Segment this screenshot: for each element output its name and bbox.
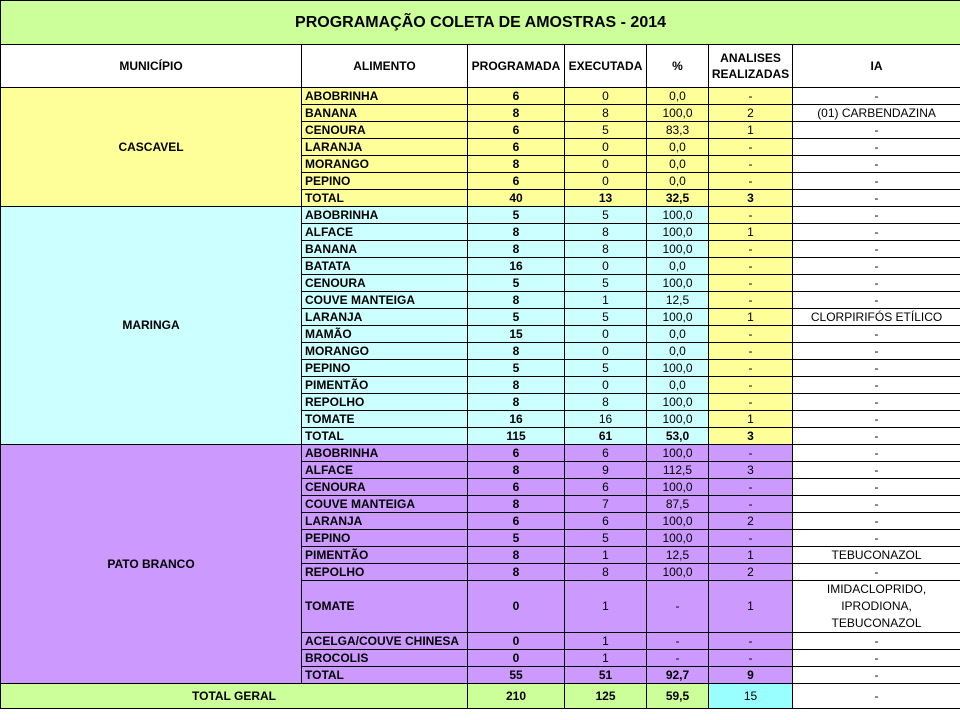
- ia-cell: -: [793, 667, 960, 684]
- ia-cell: -: [793, 88, 960, 105]
- analises-cell: -: [709, 88, 793, 105]
- table-row: [1, 445, 960, 462]
- executada-cell: 5: [565, 360, 647, 377]
- percent-cell: 0,0: [647, 377, 709, 394]
- executada-cell: 5: [565, 207, 647, 224]
- header-executada: EXECUTADA: [565, 45, 647, 88]
- executada-cell: 0: [565, 156, 647, 173]
- analises-cell: -: [709, 496, 793, 513]
- executada-cell: 8: [565, 564, 647, 581]
- table-row: [1, 207, 960, 224]
- alimento-cell: ABOBRINHA: [302, 88, 468, 105]
- alimento-cell: REPOLHO: [302, 394, 468, 411]
- analises-cell: 2: [709, 105, 793, 122]
- alimento-cell: TOMATE: [302, 581, 468, 633]
- percent-cell: 12,5: [647, 547, 709, 564]
- alimento-cell: ALFACE: [302, 462, 468, 479]
- percent-cell: 100,0: [647, 275, 709, 292]
- percent-cell: 100,0: [647, 394, 709, 411]
- header-ia: IA: [793, 45, 960, 88]
- alimento-cell: LARANJA: [302, 513, 468, 530]
- programada-cell: 8: [468, 343, 565, 360]
- ia-cell: (01) CARBENDAZINA: [793, 105, 960, 122]
- analises-cell: -: [709, 479, 793, 496]
- analises-cell: -: [709, 326, 793, 343]
- percent-cell: 0,0: [647, 139, 709, 156]
- ia-cell: -: [793, 411, 960, 428]
- percent-cell: 92,7: [647, 667, 709, 684]
- ia-cell: -: [793, 428, 960, 445]
- programada-cell: 40: [468, 190, 565, 207]
- analises-cell: 3: [709, 190, 793, 207]
- municipio-cell: CASCAVEL: [1, 88, 302, 207]
- analises-cell: -: [709, 207, 793, 224]
- alimento-cell: TOTAL: [302, 428, 468, 445]
- analises-cell: -: [709, 292, 793, 309]
- alimento-cell: LARANJA: [302, 139, 468, 156]
- analises-cell: 1: [709, 547, 793, 564]
- alimento-cell: CENOURA: [302, 122, 468, 139]
- alimento-cell: ALFACE: [302, 224, 468, 241]
- ia-cell: -: [793, 445, 960, 462]
- executada-cell: 0: [565, 343, 647, 360]
- analises-cell: -: [709, 633, 793, 650]
- percent-cell: 100,0: [647, 309, 709, 326]
- programada-cell: 0: [468, 633, 565, 650]
- ia-cell: -: [793, 650, 960, 667]
- programada-cell: 8: [468, 156, 565, 173]
- analises-cell: 1: [709, 411, 793, 428]
- executada-cell: 0: [565, 139, 647, 156]
- executada-cell: 7: [565, 496, 647, 513]
- ia-cell: -: [793, 224, 960, 241]
- ia-cell: -: [793, 190, 960, 207]
- alimento-cell: PIMENTÃO: [302, 377, 468, 394]
- percent-cell: 100,0: [647, 360, 709, 377]
- total-geral-analises: 15: [709, 684, 793, 709]
- header-analises: ANALISES REALIZADAS: [709, 45, 793, 88]
- ia-cell: TEBUCONAZOL: [793, 547, 960, 564]
- analises-cell: 2: [709, 564, 793, 581]
- alimento-cell: MORANGO: [302, 156, 468, 173]
- page-title: PROGRAMAÇÃO COLETA DE AMOSTRAS - 2014: [1, 1, 960, 45]
- ia-cell: -: [793, 292, 960, 309]
- executada-cell: 5: [565, 309, 647, 326]
- percent-cell: 100,0: [647, 105, 709, 122]
- analises-cell: 1: [709, 122, 793, 139]
- alimento-cell: MORANGO: [302, 343, 468, 360]
- executada-cell: 5: [565, 530, 647, 547]
- analises-cell: 1: [709, 224, 793, 241]
- analises-cell: 1: [709, 581, 793, 633]
- percent-cell: 100,0: [647, 445, 709, 462]
- analises-cell: -: [709, 360, 793, 377]
- header-programada: PROGRAMADA: [468, 45, 565, 88]
- executada-cell: 5: [565, 275, 647, 292]
- alimento-cell: COUVE MANTEIGA: [302, 496, 468, 513]
- percent-cell: 0,0: [647, 258, 709, 275]
- executada-cell: 1: [565, 581, 647, 633]
- alimento-cell: LARANJA: [302, 309, 468, 326]
- analises-cell: 9: [709, 667, 793, 684]
- header-percent: %: [647, 45, 709, 88]
- analises-cell: -: [709, 173, 793, 190]
- programada-cell: 0: [468, 650, 565, 667]
- executada-cell: 16: [565, 411, 647, 428]
- executada-cell: 9: [565, 462, 647, 479]
- analises-cell: -: [709, 156, 793, 173]
- ia-cell: IMIDACLOPRIDO, IPRODIONA, TEBUCONAZOL: [793, 581, 960, 633]
- programada-cell: 6: [468, 479, 565, 496]
- programada-cell: 8: [468, 105, 565, 122]
- executada-cell: 8: [565, 105, 647, 122]
- alimento-cell: ACELGA/COUVE CHINESA: [302, 633, 468, 650]
- programada-cell: 6: [468, 445, 565, 462]
- alimento-cell: TOTAL: [302, 190, 468, 207]
- ia-cell: -: [793, 462, 960, 479]
- percent-cell: 100,0: [647, 411, 709, 428]
- programada-cell: 8: [468, 224, 565, 241]
- alimento-cell: TOTAL: [302, 667, 468, 684]
- executada-cell: 51: [565, 667, 647, 684]
- executada-cell: 8: [565, 394, 647, 411]
- executada-cell: 13: [565, 190, 647, 207]
- percent-cell: 53,0: [647, 428, 709, 445]
- executada-cell: 6: [565, 513, 647, 530]
- programada-cell: 8: [468, 377, 565, 394]
- total-geral-percent: 59,5: [647, 684, 709, 709]
- executada-cell: 5: [565, 122, 647, 139]
- programada-cell: 5: [468, 360, 565, 377]
- programada-cell: 115: [468, 428, 565, 445]
- alimento-cell: COUVE MANTEIGA: [302, 292, 468, 309]
- executada-cell: 61: [565, 428, 647, 445]
- alimento-cell: CENOURA: [302, 275, 468, 292]
- percent-cell: -: [647, 581, 709, 633]
- ia-cell: -: [793, 513, 960, 530]
- percent-cell: 100,0: [647, 224, 709, 241]
- analises-cell: -: [709, 394, 793, 411]
- analises-cell: 3: [709, 462, 793, 479]
- executada-cell: 0: [565, 377, 647, 394]
- percent-cell: 12,5: [647, 292, 709, 309]
- programada-cell: 8: [468, 547, 565, 564]
- percent-cell: 100,0: [647, 479, 709, 496]
- executada-cell: 8: [565, 224, 647, 241]
- percent-cell: 0,0: [647, 173, 709, 190]
- alimento-cell: BATATA: [302, 258, 468, 275]
- ia-cell: -: [793, 122, 960, 139]
- alimento-cell: PEPINO: [302, 173, 468, 190]
- ia-cell: -: [793, 207, 960, 224]
- alimento-cell: REPOLHO: [302, 564, 468, 581]
- alimento-cell: BANANA: [302, 105, 468, 122]
- alimento-cell: ABOBRINHA: [302, 207, 468, 224]
- analises-cell: 3: [709, 428, 793, 445]
- analises-cell: -: [709, 275, 793, 292]
- ia-cell: -: [793, 173, 960, 190]
- programada-cell: 0: [468, 581, 565, 633]
- percent-cell: 0,0: [647, 156, 709, 173]
- percent-cell: -: [647, 650, 709, 667]
- programada-cell: 6: [468, 513, 565, 530]
- programada-cell: 5: [468, 207, 565, 224]
- percent-cell: 83,3: [647, 122, 709, 139]
- programada-cell: 8: [468, 292, 565, 309]
- ia-cell: -: [793, 564, 960, 581]
- programada-cell: 6: [468, 173, 565, 190]
- total-geral-label: TOTAL GERAL: [1, 684, 468, 709]
- percent-cell: 100,0: [647, 513, 709, 530]
- alimento-cell: MAMÃO: [302, 326, 468, 343]
- total-geral-row: [1, 684, 960, 709]
- ia-cell: -: [793, 156, 960, 173]
- programada-cell: 6: [468, 139, 565, 156]
- alimento-cell: PEPINO: [302, 360, 468, 377]
- executada-cell: 0: [565, 326, 647, 343]
- executada-cell: 8: [565, 241, 647, 258]
- municipio-cell: MARINGA: [1, 207, 302, 445]
- alimento-cell: BANANA: [302, 241, 468, 258]
- executada-cell: 0: [565, 173, 647, 190]
- executada-cell: 1: [565, 547, 647, 564]
- ia-cell: -: [793, 275, 960, 292]
- percent-cell: 112,5: [647, 462, 709, 479]
- analises-cell: -: [709, 377, 793, 394]
- executada-cell: 0: [565, 258, 647, 275]
- programada-cell: 5: [468, 530, 565, 547]
- percent-cell: 100,0: [647, 530, 709, 547]
- executada-cell: 0: [565, 88, 647, 105]
- alimento-cell: BROCOLIS: [302, 650, 468, 667]
- analises-cell: -: [709, 258, 793, 275]
- programada-cell: 16: [468, 258, 565, 275]
- ia-cell: -: [793, 139, 960, 156]
- percent-cell: 0,0: [647, 88, 709, 105]
- programada-cell: 8: [468, 564, 565, 581]
- ia-cell: -: [793, 258, 960, 275]
- alimento-cell: TOMATE: [302, 411, 468, 428]
- programada-cell: 6: [468, 122, 565, 139]
- analises-cell: -: [709, 445, 793, 462]
- percent-cell: 87,5: [647, 496, 709, 513]
- percent-cell: 0,0: [647, 326, 709, 343]
- analises-cell: -: [709, 530, 793, 547]
- programada-cell: 8: [468, 462, 565, 479]
- ia-cell: -: [793, 326, 960, 343]
- programada-cell: 8: [468, 241, 565, 258]
- programada-cell: 55: [468, 667, 565, 684]
- alimento-cell: PEPINO: [302, 530, 468, 547]
- total-geral-ia: -: [793, 684, 960, 709]
- percent-cell: 32,5: [647, 190, 709, 207]
- analises-cell: -: [709, 241, 793, 258]
- ia-cell: -: [793, 479, 960, 496]
- programada-cell: 5: [468, 309, 565, 326]
- programada-cell: 8: [468, 394, 565, 411]
- total-geral-executada: 125: [565, 684, 647, 709]
- header-municipio: MUNICÍPIO: [1, 45, 302, 88]
- ia-cell: -: [793, 241, 960, 258]
- ia-cell: -: [793, 360, 960, 377]
- total-geral-programada: 210: [468, 684, 565, 709]
- ia-cell: -: [793, 496, 960, 513]
- table-row: [1, 88, 960, 105]
- alimento-cell: PIMENTÃO: [302, 547, 468, 564]
- municipio-cell: PATO BRANCO: [1, 445, 302, 684]
- alimento-cell: CENOURA: [302, 479, 468, 496]
- programada-cell: 6: [468, 88, 565, 105]
- programada-cell: 16: [468, 411, 565, 428]
- programada-cell: 8: [468, 496, 565, 513]
- ia-cell: -: [793, 530, 960, 547]
- percent-cell: -: [647, 633, 709, 650]
- executada-cell: 6: [565, 445, 647, 462]
- analises-cell: 2: [709, 513, 793, 530]
- executada-cell: 1: [565, 292, 647, 309]
- percent-cell: 100,0: [647, 241, 709, 258]
- percent-cell: 100,0: [647, 564, 709, 581]
- percent-cell: 0,0: [647, 343, 709, 360]
- alimento-cell: ABOBRINHA: [302, 445, 468, 462]
- ia-cell: -: [793, 377, 960, 394]
- executada-cell: 1: [565, 633, 647, 650]
- analises-cell: 1: [709, 309, 793, 326]
- programada-cell: 5: [468, 275, 565, 292]
- analises-cell: -: [709, 139, 793, 156]
- executada-cell: 6: [565, 479, 647, 496]
- executada-cell: 1: [565, 650, 647, 667]
- programada-cell: 15: [468, 326, 565, 343]
- analises-cell: -: [709, 343, 793, 360]
- header-alimento: ALIMENTO: [302, 45, 468, 88]
- analises-cell: -: [709, 650, 793, 667]
- ia-cell: -: [793, 633, 960, 650]
- ia-cell: CLORPIRIFÓS ETÍLICO: [793, 309, 960, 326]
- ia-cell: -: [793, 343, 960, 360]
- percent-cell: 100,0: [647, 207, 709, 224]
- ia-cell: -: [793, 394, 960, 411]
